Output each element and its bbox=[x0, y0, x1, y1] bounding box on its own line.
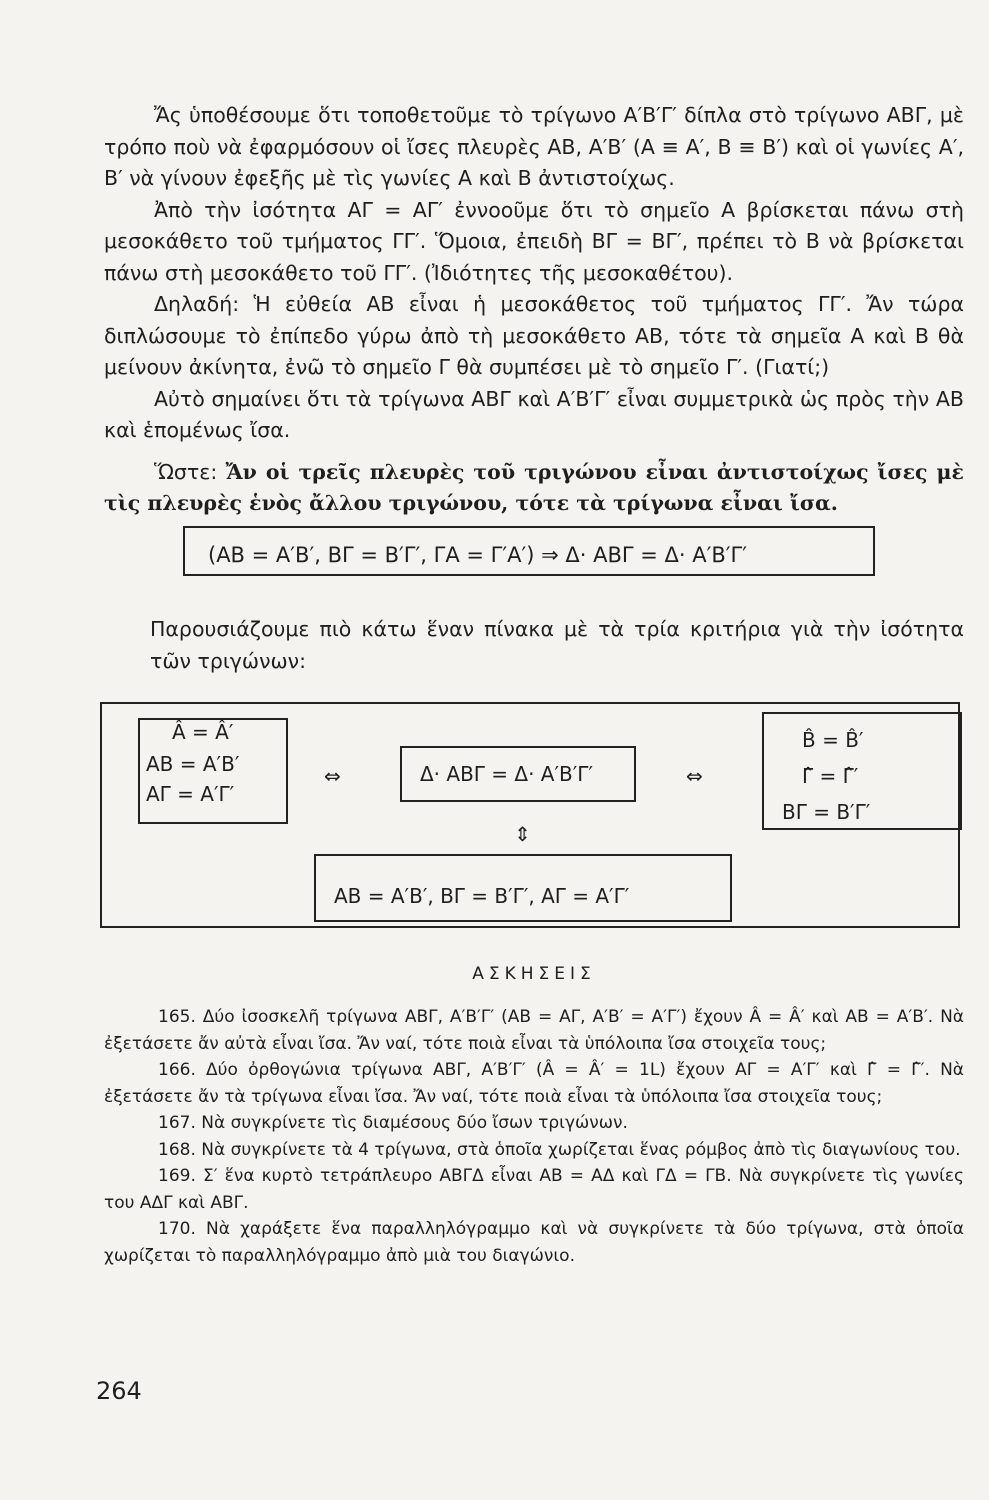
conclusion-prefix: Ὥστε: bbox=[154, 459, 226, 484]
criterion-asa-side: ΒΓ = Β′Γ′ bbox=[782, 800, 871, 824]
criteria-table bbox=[100, 702, 960, 928]
equivalence-arrow-left: ⇔ bbox=[324, 764, 341, 788]
criterion-sas-side-2: ΑΓ = Α′Γ′ bbox=[146, 782, 235, 806]
paragraph-1: Ἄς ὑποθέσουμε ὅτι τοποθετοῦμε τὸ τρίγωνο Α′Β′Γ′ δίπλα στὸ τρίγωνο ΑΒΓ, μὲ τρόπο ποὺ νὰ ἐφαρμόσουν οἱ ἴσες πλευρὲς ΑΒ, Α′Β′ (Α ≡ Α′, Β ≡ Β′) καὶ οἱ γωνίες Α′, Β′ νὰ γίνουν ἐφεξῆς μὲ τὶς γωνίες Α καὶ Β ἀντιστοίχως. bbox=[104, 103, 964, 190]
conclusion-theorem: Ἄν οἱ τρεῖς πλευρὲς τοῦ τριγώνου εἶναι ἀντιστοίχως ἴσες μὲ τὶς πλευρὲς ἑνὸς ἄλλου τριγώνου, τότε τὰ τρίγωνα εἶναι ἴσα. bbox=[104, 459, 964, 515]
theorem-formula: (ΑΒ = Α′Β′, ΒΓ = Β′Γ′, ΓΑ = Γ′Α′) ⇒ Δ· ΑΒΓ = Δ· Α′Β′Γ′ bbox=[208, 543, 747, 567]
page-number: 264 bbox=[96, 1377, 142, 1405]
criterion-sas-angle: Â = Â′ bbox=[172, 720, 234, 744]
exercise-167: 167. Νὰ συγκρίνετε τὶς διαμέσους δύο ἴσων τριγώνων. bbox=[158, 1113, 628, 1133]
table-intro: Παρουσιάζουμε πιὸ κάτω ἕναν πίνακα μὲ τὰ τρία κριτήρια γιὰ τὴν ἰσότητα τῶν τριγώνων: bbox=[150, 617, 964, 673]
paragraph-2: Ἀπὸ τὴν ἰσότητα ΑΓ = ΑΓ′ ἐννοοῦμε ὅτι τὸ σημεῖο Α βρίσκεται πάνω στὴ μεσοκάθετο τοῦ τμήματος ΓΓ′. Ὅμοια, ἐπειδὴ ΒΓ = ΒΓ′, πρέπει τὸ Β νὰ βρίσκεται πάνω στὴ μεσοκάθετο τοῦ ΓΓ′. (Ἰδιότητες τῆς μεσοκαθέτου). bbox=[104, 197, 964, 285]
criterion-asa-angle-1: B̂ = B̂′ bbox=[802, 728, 864, 752]
exercise-169: 169. Σ′ ἕνα κυρτὸ τετράπλευρο ΑΒΓΔ εἶναι ΑΒ = ΑΔ καὶ ΓΔ = ΓΒ. Νὰ συγκρίνετε τὶς γωνίες του ΑΔΓ καὶ ΑΒΓ. bbox=[104, 1166, 964, 1213]
criterion-asa-angle-2: Γ̂ = Γ̂′ bbox=[802, 764, 859, 788]
triangle-equality: Δ· ΑΒΓ = Δ· Α′Β′Γ′ bbox=[420, 762, 593, 786]
equivalence-arrow-down: ⇕ bbox=[514, 822, 531, 846]
criterion-sss: ΑΒ = Α′Β′, ΒΓ = Β′Γ′, ΑΓ = Α′Γ′ bbox=[334, 884, 630, 908]
exercises-list bbox=[104, 1004, 964, 1269]
exercise-166: 166. Δύο ὀρθογώνια τρίγωνα ΑΒΓ, Α′Β′Γ′ (Â = Â′ = 1L) ἔχουν ΑΓ = Α′Γ′ καὶ Γ̂ = Γ̂′. Νὰ ἐξετάσετε ἄν τὰ τρίγωνα εἶναι ἴσα. Ἄν ναί, τότε ποιὰ εἶναι τὰ ὑπόλοιπα ἴσα στοιχεῖα τους; bbox=[104, 1060, 964, 1107]
page-body bbox=[104, 100, 964, 1266]
conclusion-paragraph bbox=[104, 457, 964, 520]
exercise-165: 165. Δύο ἰσοσκελῆ τρίγωνα ΑΒΓ, Α′Β′Γ′ (ΑΒ = ΑΓ, Α′Β′ = Α′Γ′) ἔχουν Â = Â′ καὶ ΑΒ = Α′Β′. Νὰ ἐξετάσετε ἄν αὐτὰ εἶναι ἴσα. Ἄν ναί, τότε ποιὰ εἶναι τὰ ὑπόλοιπα ἴσα στοιχεῖα τους; bbox=[104, 1007, 964, 1054]
paragraph-4: Αὐτὸ σημαίνει ὅτι τὰ τρίγωνα ΑΒΓ καὶ Α′Β′Γ′ εἶναι συμμετρικὰ ὡς πρὸς τὴν ΑΒ καὶ ἑπομένως ἴσα. bbox=[104, 386, 964, 442]
exercise-168: 168. Νὰ συγκρίνετε τὰ 4 τρίγωνα, στὰ ὁποῖα χωρίζεται ἕνας ρόμβος ἀπὸ τὶς διαγωνίους του. bbox=[158, 1139, 961, 1160]
paragraph-3: Δηλαδή: Ἡ εὐθεία ΑΒ εἶναι ἡ μεσοκάθετος τοῦ τμήματος ΓΓ′. Ἄν τώρα διπλώσουμε τὸ ἐπίπεδο γύρω ἀπὸ τὴ μεσοκάθετο ΑΒ, τότε τὰ σημεῖα Α καὶ Β θὰ μείνουν ἀκίνητα, ἐνῶ τὸ σημεῖο Γ θὰ συμπέσει μὲ τὸ σημεῖο Γ′. (Γιατί;) bbox=[104, 292, 964, 379]
exercises-heading: ΑΣΚΗΣΕΙΣ bbox=[472, 964, 596, 984]
equivalence-arrow-right: ⇔ bbox=[686, 764, 703, 788]
exercise-170: 170. Νὰ χαράξετε ἕνα παραλληλόγραμμο καὶ νὰ συγκρίνετε τὰ δύο τρίγωνα, στὰ ὁποῖα χωρίζεται τὸ παραλληλόγραμμο ἀπὸ μιὰ του διαγώνιο. bbox=[104, 1219, 964, 1266]
criterion-sas-side-1: ΑΒ = Α′Β′ bbox=[146, 752, 240, 776]
